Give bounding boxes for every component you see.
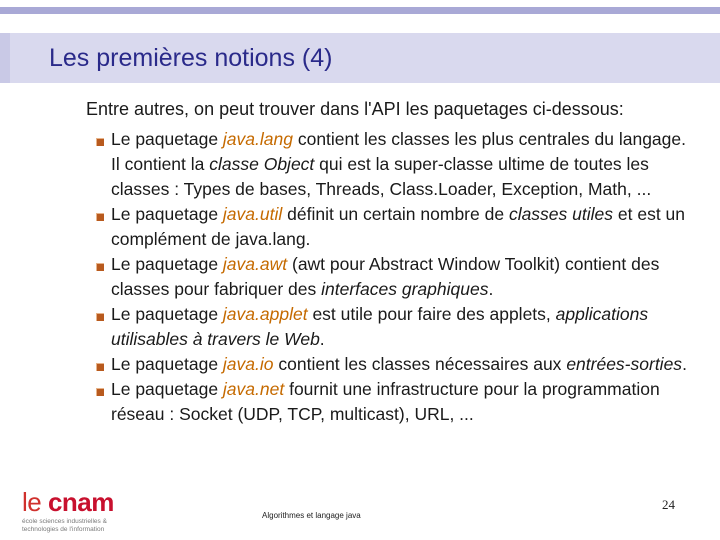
square-bullet-icon (96, 363, 104, 371)
square-bullet-icon (96, 313, 104, 321)
list-item (92, 377, 697, 427)
package-name: java.lang (222, 129, 293, 149)
item-text: fournit une infrastructure pour la programmation réseau : Socket (UDP, TCP, multicast), URL, ... (111, 379, 660, 424)
item-text: est utile pour faire des applets, (307, 304, 556, 324)
item-text: (awt pour Abstract Window Toolkit) contient des classes pour fabriquer des (111, 254, 660, 299)
square-bullet-icon (96, 138, 104, 146)
emphasis-text: entrées-sorties (566, 354, 683, 374)
slide-title: Les premières notions (4) (49, 44, 333, 72)
list-item (92, 252, 697, 302)
logo-tagline: école sciences industrielles & technologies de l'information (22, 518, 107, 533)
item-text: Le paquetage (111, 204, 223, 224)
cnam-logo (22, 487, 122, 534)
item-text: Le paquetage (111, 354, 223, 374)
item-text: . (682, 354, 687, 374)
footer-course-title: Algorithmes et langage java (262, 511, 361, 520)
emphasis-text: classe Object (209, 154, 315, 174)
page-number: 24 (662, 497, 675, 512)
package-name: java.io (222, 354, 274, 374)
square-bullet-icon (96, 388, 104, 396)
item-text: qui est la super-classe ultime de toutes les classes : Types de bases, Threads, Class.Loader, Exception, Math, ... (111, 154, 652, 199)
item-text: définit un certain nombre de (282, 204, 509, 224)
package-name: java.awt (222, 254, 288, 274)
item-text: contient les classes les plus centrales du langage. Il contient la (111, 129, 686, 174)
package-name: java.util (222, 204, 283, 224)
emphasis-text: interfaces graphiques (321, 279, 489, 299)
emphasis-text: classes utiles (508, 204, 614, 224)
item-text: Le paquetage (111, 304, 223, 324)
item-text: Le paquetage (111, 379, 223, 399)
logo-wordmark (22, 487, 122, 517)
logo-le: le (22, 487, 48, 517)
package-list (92, 127, 697, 427)
list-item (92, 302, 697, 352)
list-item (92, 352, 697, 377)
package-name: java.applet (222, 304, 308, 324)
square-bullet-icon (96, 213, 104, 221)
item-text: Le paquetage (111, 254, 223, 274)
item-text: et est un complément de java.lang. (111, 204, 686, 249)
emphasis-text: applications utilisables à travers le Web (111, 304, 649, 349)
item-text: . (488, 279, 494, 299)
item-text: . (319, 329, 325, 349)
list-item (92, 202, 697, 252)
title-band-edge (0, 33, 10, 83)
top-stripe (0, 7, 720, 14)
item-text: Le paquetage (111, 129, 223, 149)
logo-cnam: cnam (47, 487, 114, 517)
list-item (92, 127, 697, 202)
item-text: contient les classes nécessaires aux (273, 354, 567, 374)
square-bullet-icon (96, 263, 104, 271)
intro-text: Entre autres, on peut trouver dans l'API les paquetages ci-dessous: (86, 99, 624, 119)
package-name: java.net (222, 379, 285, 399)
